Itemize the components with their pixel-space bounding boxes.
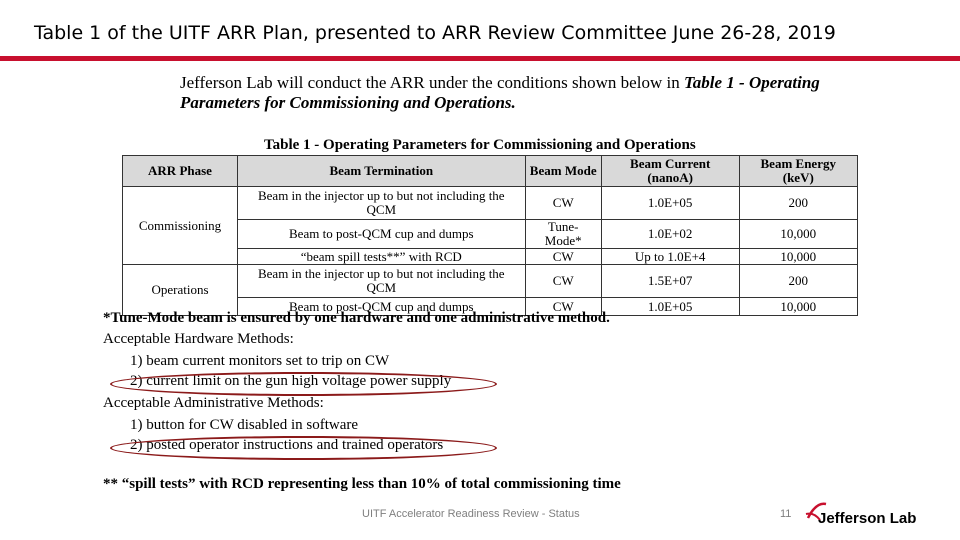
page-number: 11 — [780, 508, 792, 520]
spill-tests-note: ** “spill tests” with RCD representing less than 10% of total commissioning time — [103, 476, 621, 492]
energy-cell: 10,000 — [739, 249, 857, 265]
intro-table-reference: Table 1 - Operating Parameters for Commissioning and Operations. — [180, 73, 820, 112]
hardware-methods-heading: Acceptable Hardware Methods: — [103, 331, 294, 347]
header-beam-mode: Beam Mode — [525, 156, 601, 187]
mode-cell: CW — [525, 187, 601, 220]
header-beam-termination: Beam Termination — [238, 156, 526, 187]
hardware-method-2: 2) current limit on the gun high voltage power supply — [130, 373, 452, 389]
admin-method-2: 2) posted operator instructions and trained operators — [130, 437, 444, 453]
energy-cell: 200 — [739, 187, 857, 220]
slide-title: Table 1 of the UITF ARR Plan, presented to ARR Review Committee June 26-28, 2019 — [34, 22, 836, 44]
admin-method-1: 1) button for CW disabled in software — [130, 417, 359, 433]
table-caption: Table 1 - Operating Parameters for Commissioning and Operations — [264, 137, 696, 153]
current-cell: 1.0E+02 — [601, 220, 739, 249]
mode-cell: Tune-Mode* — [525, 220, 601, 249]
header-arr-phase: ARR Phase — [123, 156, 238, 187]
termination-cell: Beam in the injector up to but not including the QCM — [238, 265, 526, 298]
table-row — [123, 187, 858, 220]
table-row — [123, 265, 858, 298]
highlight-oval-hardware — [110, 372, 497, 396]
current-cell: 1.0E+05 — [601, 187, 739, 220]
footer-text: UITF Accelerator Readiness Review - Status — [362, 508, 580, 520]
mode-cell: CW — [525, 265, 601, 298]
header-beam-current: Beam Current (nanoA) — [601, 156, 739, 187]
phase-cell: Commissioning — [123, 187, 238, 265]
operating-parameters-table — [122, 155, 858, 316]
energy-cell: 200 — [739, 265, 857, 298]
termination-cell: Beam to post-QCM cup and dumps — [238, 220, 526, 249]
mode-cell: CW — [525, 249, 601, 265]
energy-cell: 10,000 — [739, 220, 857, 249]
intro-paragraph — [180, 73, 870, 113]
energy-cell: 10,000 — [739, 298, 857, 316]
tune-mode-note: *Tune-Mode beam is ensured by one hardware and one administrative method. — [103, 310, 610, 326]
jefferson-lab-logo: Jefferson Lab — [818, 510, 917, 527]
admin-methods-heading: Acceptable Administrative Methods: — [103, 395, 324, 411]
mode-cell: CW — [525, 298, 601, 316]
phase-cell: Operations — [123, 265, 238, 316]
termination-cell: “beam spill tests**” with RCD — [238, 249, 526, 265]
current-cell: 1.0E+05 — [601, 298, 739, 316]
termination-cell: Beam in the injector up to but not including the QCM — [238, 187, 526, 220]
table-header-row — [123, 156, 858, 187]
termination-cell: Beam to post-QCM cup and dumps — [238, 298, 526, 316]
current-cell: 1.5E+07 — [601, 265, 739, 298]
current-cell: Up to 1.0E+4 — [601, 249, 739, 265]
highlight-oval-admin — [110, 436, 497, 460]
header-beam-energy: Beam Energy (keV) — [739, 156, 857, 187]
intro-text: Jefferson Lab will conduct the ARR under the conditions shown below in — [180, 73, 684, 92]
hardware-method-1: 1) beam current monitors set to trip on CW — [130, 353, 390, 369]
title-underline-bar — [0, 56, 960, 61]
